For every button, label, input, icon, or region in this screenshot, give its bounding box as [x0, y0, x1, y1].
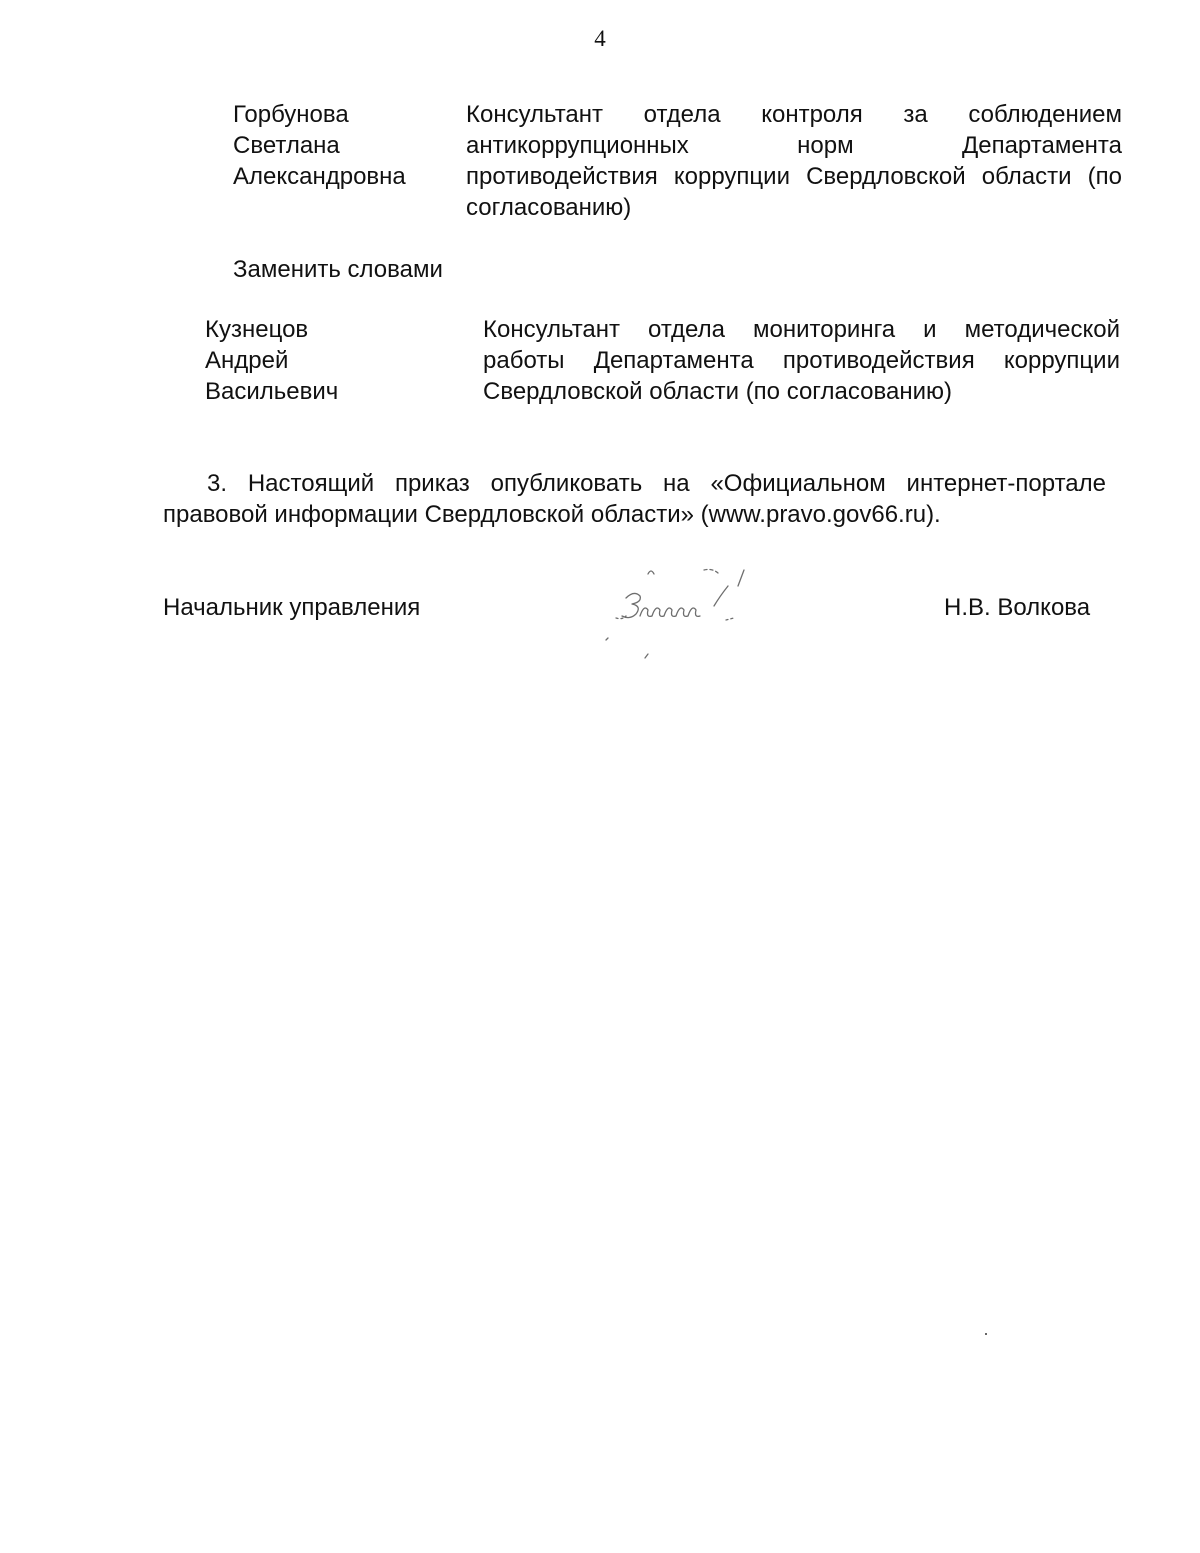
signatory-name: Н.В. Волкова — [944, 594, 1091, 621]
page-number: 4 — [594, 26, 606, 51]
old-entry — [233, 99, 1122, 221]
handwritten-signature — [596, 560, 766, 670]
old-entry-position-line: противодействия коррупции Свердловской области (по — [466, 163, 1122, 190]
signatory-position: Начальник управления — [163, 594, 421, 621]
new-entry — [205, 314, 1120, 407]
new-entry-patronymic: Васильевич — [205, 378, 339, 405]
old-entry-patronymic: Александровна — [233, 163, 406, 190]
old-entry-position — [466, 99, 1122, 223]
publication-clause-line: правовой информации Свердловской области» (www.pravo.gov66.ru). — [163, 501, 941, 528]
old-entry-position-line: Консультант отдела контроля за соблюдением — [466, 101, 1122, 128]
old-entry-name — [233, 99, 406, 192]
new-entry-first-name: Андрей — [205, 347, 289, 374]
publication-clause — [163, 468, 1106, 530]
new-entry-position-line: работы Департамента противодействия коррупции — [483, 347, 1120, 374]
new-entry-position-line: Консультант отдела мониторинга и методической — [483, 316, 1120, 343]
new-entry-name — [205, 314, 338, 407]
replace-label: Заменить словами — [233, 256, 443, 283]
publication-clause-line: 3. Настоящий приказ опубликовать на «Официальном интернет-портале — [207, 470, 1106, 497]
new-entry-surname: Кузнецов — [205, 316, 309, 343]
scan-speck — [985, 1333, 987, 1335]
new-entry-position-line: Свердловской области (по согласованию) — [483, 378, 952, 405]
old-entry-position-line: согласованию) — [466, 194, 632, 221]
old-entry-surname: Горбунова — [233, 101, 349, 128]
old-entry-position-line: антикоррупционных норм Департамента — [466, 132, 1122, 159]
old-entry-first-name: Светлана — [233, 132, 340, 159]
new-entry-position — [483, 314, 1120, 407]
